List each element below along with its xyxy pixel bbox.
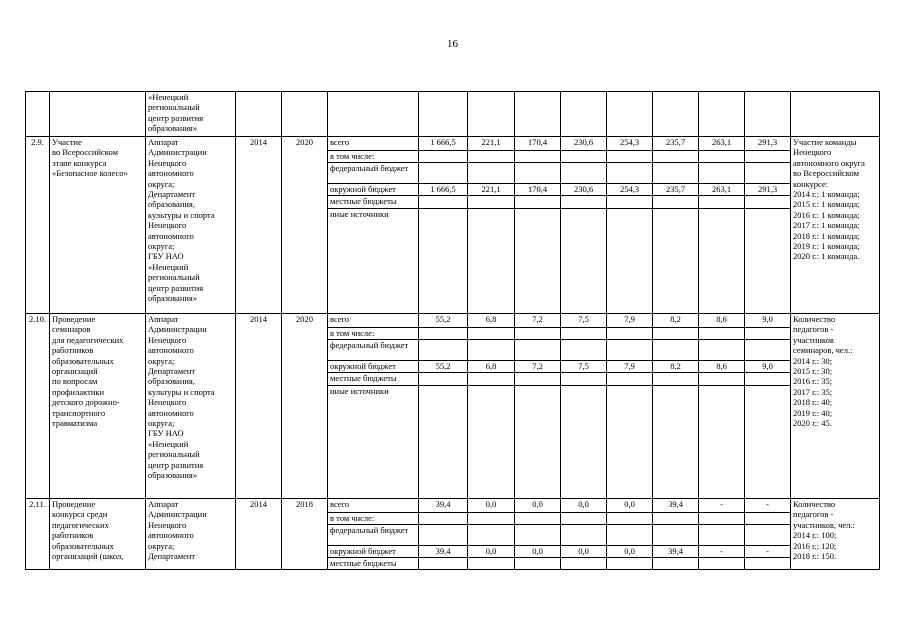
- amount-cell: 9,0: [745, 314, 791, 328]
- amount-cell: [653, 196, 699, 209]
- funding-source-cell: местные бюджеты: [328, 196, 419, 209]
- amount-cell: -: [699, 499, 745, 513]
- activity-name-cell: [50, 92, 146, 137]
- amount-cell: 55,2: [419, 361, 468, 373]
- amount-cell: [607, 386, 653, 499]
- amount-cell: [699, 386, 745, 499]
- indicator-cell: Участие команды Ненецкого автономного округа во Всероссийском конкурсе: 2014 г.: 1 команда; 2015 г.: 1 команда; 2016 г.: 1 команда; 2017 г.: 1 команда; 2018 г.: 1 команда; 2019 г.: 1 команда; 2020 г.: 1 команда.: [791, 137, 880, 314]
- end-year-cell: 2020: [282, 314, 328, 499]
- amount-cell: [607, 513, 653, 525]
- funding-source-cell: всего: [328, 314, 419, 328]
- amount-cell: 6,8: [468, 314, 515, 328]
- amount-cell: 170,4: [515, 137, 561, 151]
- amount-cell: [653, 558, 699, 570]
- empty-cell: [561, 92, 607, 137]
- amount-cell: [468, 513, 515, 525]
- amount-cell: -: [699, 546, 745, 558]
- amount-cell: 1 666,5: [419, 137, 468, 151]
- amount-cell: [699, 163, 745, 184]
- amount-cell: 7,2: [515, 314, 561, 328]
- amount-cell: [699, 340, 745, 361]
- amount-cell: [699, 558, 745, 570]
- amount-cell: [561, 386, 607, 499]
- empty-cell: [468, 92, 515, 137]
- amount-cell: 0,0: [561, 546, 607, 558]
- amount-cell: 230,6: [561, 184, 607, 196]
- amount-cell: [653, 373, 699, 386]
- amount-cell: [515, 328, 561, 340]
- amount-cell: [699, 525, 745, 546]
- amount-cell: 7,5: [561, 314, 607, 328]
- empty-cell: [236, 92, 282, 137]
- budget-table: [25, 91, 880, 570]
- funding-source-cell: федеральный бюджет: [328, 340, 419, 361]
- table-row: [26, 137, 880, 151]
- amount-cell: 254,3: [607, 184, 653, 196]
- empty-cell: [699, 92, 745, 137]
- amount-cell: [745, 340, 791, 361]
- amount-cell: [419, 513, 468, 525]
- activity-name-cell: Проведение семинаров для педагогических работников образовательных организаций по вопросам профилактики детского дорожно- транспортного травматизма: [50, 314, 146, 499]
- amount-cell: [745, 373, 791, 386]
- amount-cell: [515, 151, 561, 163]
- amount-cell: 8,6: [699, 361, 745, 373]
- empty-cell: [791, 92, 880, 137]
- amount-cell: [419, 386, 468, 499]
- amount-cell: 230,6: [561, 137, 607, 151]
- amount-cell: 0,0: [468, 499, 515, 513]
- amount-cell: [561, 558, 607, 570]
- amount-cell: 0,0: [515, 499, 561, 513]
- funding-source-cell: местные бюджеты: [328, 558, 419, 570]
- activity-name-cell: Участие во Всероссийском этапе конкурса «Безопасное колесо»: [50, 137, 146, 314]
- amount-cell: 291,3: [745, 184, 791, 196]
- amount-cell: [419, 163, 468, 184]
- funding-source-cell: федеральный бюджет: [328, 163, 419, 184]
- amount-cell: [607, 328, 653, 340]
- amount-cell: [607, 373, 653, 386]
- amount-cell: 221,1: [468, 137, 515, 151]
- funding-source-cell: всего: [328, 137, 419, 151]
- indicator-cell: Количество педагогов - участников семинаров, чел.: 2014 г.: 30; 2015 г.: 30; 2016 г.: 35; 2017 г.: 35; 2018 г.: 40; 2019 г.: 40; 2020 г.: 45.: [791, 314, 880, 499]
- amount-cell: 291,3: [745, 137, 791, 151]
- row-number-cell: 2.9.: [26, 137, 50, 314]
- amount-cell: [653, 386, 699, 499]
- amount-cell: -: [745, 499, 791, 513]
- amount-cell: 235,7: [653, 137, 699, 151]
- empty-cell: [282, 92, 328, 137]
- amount-cell: [561, 525, 607, 546]
- amount-cell: 0,0: [607, 546, 653, 558]
- amount-cell: [745, 513, 791, 525]
- amount-cell: [699, 328, 745, 340]
- amount-cell: 1 666,5: [419, 184, 468, 196]
- amount-cell: -: [745, 546, 791, 558]
- amount-cell: [515, 525, 561, 546]
- amount-cell: [745, 209, 791, 314]
- amount-cell: [468, 151, 515, 163]
- amount-cell: 55,2: [419, 314, 468, 328]
- amount-cell: [561, 209, 607, 314]
- amount-cell: 263,1: [699, 184, 745, 196]
- amount-cell: [468, 340, 515, 361]
- amount-cell: 8,2: [653, 314, 699, 328]
- amount-cell: [419, 558, 468, 570]
- funding-source-cell: в том числе:: [328, 513, 419, 525]
- amount-cell: [515, 373, 561, 386]
- start-year-cell: 2014: [236, 137, 282, 314]
- amount-cell: [745, 163, 791, 184]
- amount-cell: 8,2: [653, 361, 699, 373]
- amount-cell: 254,3: [607, 137, 653, 151]
- amount-cell: [653, 328, 699, 340]
- amount-cell: 0,0: [515, 546, 561, 558]
- end-year-cell: 2018: [282, 499, 328, 570]
- amount-cell: [745, 558, 791, 570]
- amount-cell: 6,8: [468, 361, 515, 373]
- end-year-cell: 2020: [282, 137, 328, 314]
- amount-cell: [653, 209, 699, 314]
- amount-cell: [745, 328, 791, 340]
- activity-name-cell: Проведение конкурса среди педагогических работников образовательных организаций (школ,: [50, 499, 146, 570]
- continuation-row: [26, 92, 880, 137]
- funding-source-cell: в том числе:: [328, 328, 419, 340]
- start-year-cell: 2014: [236, 314, 282, 499]
- funding-source-cell: иные источники: [328, 209, 419, 314]
- amount-cell: [699, 209, 745, 314]
- funding-source-cell: окружной бюджет: [328, 184, 419, 196]
- funding-source-cell: иные источники: [328, 386, 419, 499]
- amount-cell: 9,0: [745, 361, 791, 373]
- amount-cell: [419, 328, 468, 340]
- amount-cell: [468, 558, 515, 570]
- funding-source-cell: окружной бюджет: [328, 361, 419, 373]
- start-year-cell: 2014: [236, 499, 282, 570]
- funding-source-cell: всего: [328, 499, 419, 513]
- amount-cell: 7,5: [561, 361, 607, 373]
- executor-cell: Аппарат Администрации Ненецкого автономного округа; Департамент образования, культуры и спорта Ненецкого автономного округа; ГБУ НАО «Ненецкий региональный центр развития образования»: [146, 314, 236, 499]
- amount-cell: [515, 209, 561, 314]
- amount-cell: [699, 196, 745, 209]
- amount-cell: 39,4: [653, 546, 699, 558]
- amount-cell: [561, 163, 607, 184]
- amount-cell: [653, 163, 699, 184]
- amount-cell: [607, 196, 653, 209]
- amount-cell: [468, 209, 515, 314]
- amount-cell: 7,2: [515, 361, 561, 373]
- amount-cell: 263,1: [699, 137, 745, 151]
- amount-cell: [419, 525, 468, 546]
- amount-cell: [515, 196, 561, 209]
- empty-cell: [607, 92, 653, 137]
- amount-cell: [653, 151, 699, 163]
- amount-cell: 7,9: [607, 361, 653, 373]
- amount-cell: [561, 151, 607, 163]
- empty-cell: [653, 92, 699, 137]
- amount-cell: [515, 386, 561, 499]
- amount-cell: [653, 525, 699, 546]
- row-number-cell: 2.11.: [26, 499, 50, 570]
- amount-cell: [515, 163, 561, 184]
- funding-source-cell: окружной бюджет: [328, 546, 419, 558]
- amount-cell: [468, 373, 515, 386]
- amount-cell: [699, 513, 745, 525]
- amount-cell: [468, 386, 515, 499]
- amount-cell: 39,4: [419, 546, 468, 558]
- amount-cell: 0,0: [607, 499, 653, 513]
- table-row: [26, 314, 880, 328]
- amount-cell: [561, 340, 607, 361]
- amount-cell: [515, 513, 561, 525]
- row-number-cell: 2.10.: [26, 314, 50, 499]
- amount-cell: [561, 513, 607, 525]
- row-number-cell: [26, 92, 50, 137]
- amount-cell: [561, 328, 607, 340]
- amount-cell: [653, 513, 699, 525]
- executor-cell: Аппарат Администрации Ненецкого автономного округа; Департамент: [146, 499, 236, 570]
- amount-cell: [699, 151, 745, 163]
- amount-cell: [468, 328, 515, 340]
- amount-cell: 170,4: [515, 184, 561, 196]
- amount-cell: [607, 340, 653, 361]
- amount-cell: [468, 525, 515, 546]
- funding-source-cell: в том числе:: [328, 151, 419, 163]
- amount-cell: [607, 209, 653, 314]
- amount-cell: 8,6: [699, 314, 745, 328]
- table-row: [26, 499, 880, 513]
- amount-cell: [699, 373, 745, 386]
- amount-cell: [515, 558, 561, 570]
- amount-cell: [419, 209, 468, 314]
- funding-source-cell: местные бюджеты: [328, 373, 419, 386]
- amount-cell: [745, 196, 791, 209]
- empty-cell: [419, 92, 468, 137]
- amount-cell: 0,0: [561, 499, 607, 513]
- amount-cell: [419, 196, 468, 209]
- funding-source-cell: федеральный бюджет: [328, 525, 419, 546]
- amount-cell: [515, 340, 561, 361]
- indicator-cell: Количество педагогов - участников, чел.: 2014 г.: 100; 2016 г.: 120; 2018 г.: 150.: [791, 499, 880, 570]
- amount-cell: 0,0: [468, 546, 515, 558]
- amount-cell: 235,7: [653, 184, 699, 196]
- amount-cell: [607, 151, 653, 163]
- amount-cell: 39,4: [653, 499, 699, 513]
- amount-cell: 7,9: [607, 314, 653, 328]
- empty-cell: [328, 92, 419, 137]
- amount-cell: [468, 196, 515, 209]
- amount-cell: [561, 196, 607, 209]
- amount-cell: [745, 151, 791, 163]
- amount-cell: 39,4: [419, 499, 468, 513]
- amount-cell: 221,1: [468, 184, 515, 196]
- amount-cell: [745, 525, 791, 546]
- amount-cell: [561, 373, 607, 386]
- amount-cell: [607, 525, 653, 546]
- page-number: 16: [447, 38, 458, 50]
- executor-cell: Аппарат Администрации Ненецкого автономного округа; Департамент образования, культуры и спорта Ненецкого автономного округа; ГБУ НАО «Ненецкий региональный центр развития образования»: [146, 137, 236, 314]
- amount-cell: [468, 163, 515, 184]
- empty-cell: [515, 92, 561, 137]
- amount-cell: [607, 558, 653, 570]
- executor-cell: «Ненецкий региональный центр развития образования»: [146, 92, 236, 137]
- amount-cell: [653, 340, 699, 361]
- amount-cell: [607, 163, 653, 184]
- amount-cell: [419, 151, 468, 163]
- amount-cell: [745, 386, 791, 499]
- amount-cell: [419, 373, 468, 386]
- amount-cell: [419, 340, 468, 361]
- empty-cell: [745, 92, 791, 137]
